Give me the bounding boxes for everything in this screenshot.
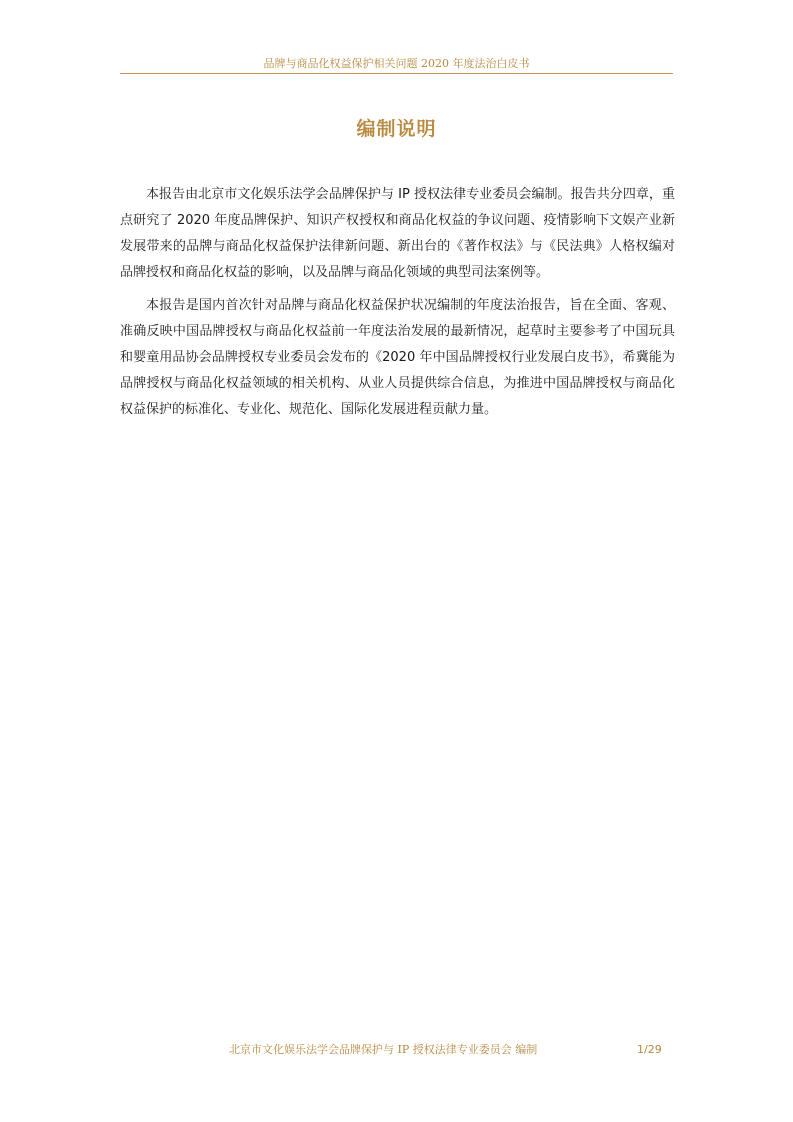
paragraph-2: 本报告是国内首次针对品牌与商品化权益保护状况编制的年度法治报告，旨在全面、客观、准确反映中国品牌授权与商品化权益前一年度法治发展的最新情况，起草时主要参考了中国玩具和婴童用品协会品牌授权专业委员会发布的《2020 年中国品牌授权行业发展白皮书》，希冀能为品牌授权与商品化权益领域的相关机构、从业人员提供综合信息，为推进中国品牌授权与商品化权益保护的标准化、专业化、规范化、国际化发展进程贡献力量。 xyxy=(120,298,675,417)
header-divider xyxy=(120,73,673,74)
paragraph-1: 本报告由北京市文化娱乐法学会品牌保护与 IP 授权法律专业委员会编制。报告共分四章，重点研究了 2020 年度品牌保护、知识产权授权和商品化权益的争议问题、疫情影响下文娱产业新发展带来的品牌与商品化权益保护法律新问题、新出台的《著作权法》与《民法典》人格权编对品牌授权和商品化权益的影响，以及品牌与商品化领域的典型司法案例等。 xyxy=(120,187,675,280)
body-text xyxy=(120,182,675,430)
running-header: 品牌与商品化权益保护相关问题 2020 年度法治白皮书 xyxy=(263,57,530,70)
page-title: 编制说明 xyxy=(356,118,437,140)
running-footer: 北京市文化娱乐法学会品牌保护与 IP 授权法律专业委员会 编制 xyxy=(229,1043,538,1056)
page-number: 1/29 xyxy=(637,1043,662,1056)
